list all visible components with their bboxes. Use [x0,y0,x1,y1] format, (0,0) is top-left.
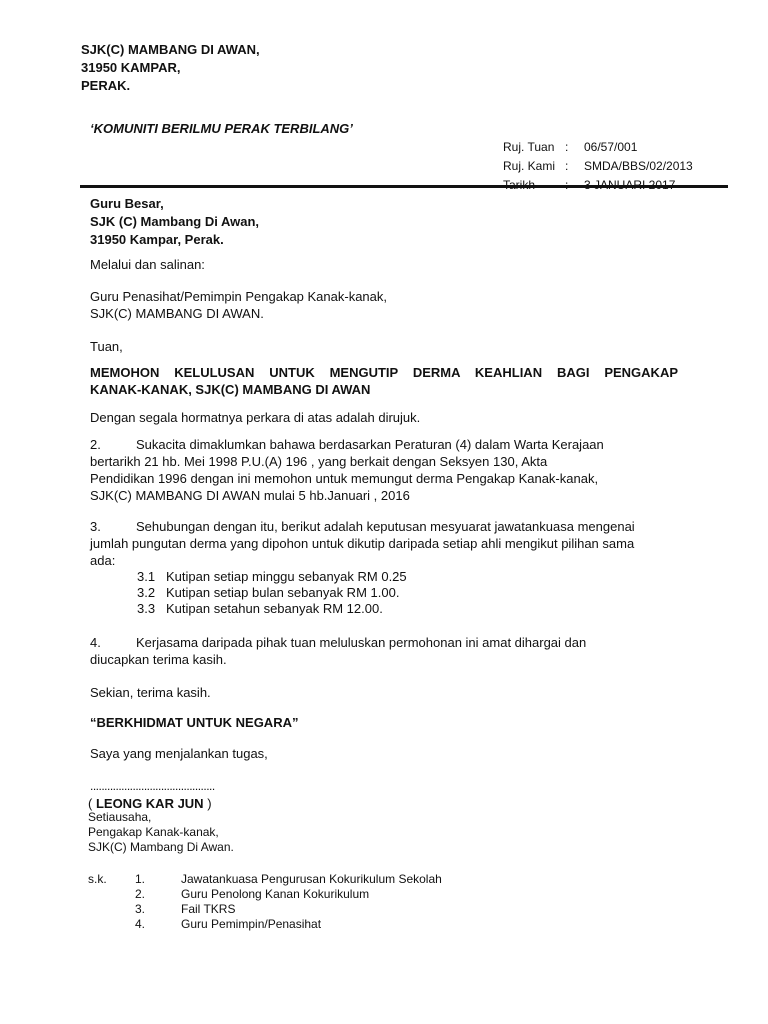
sender-address [81,41,260,95]
via-label: Melalui dan salinan: [90,257,205,272]
cc-item-text: Guru Penolong Kanan Kokurikulum [181,887,370,901]
reference-separator: : [565,159,569,173]
paragraph-number: 4. [90,635,101,650]
subject [90,364,678,398]
paragraph-4-line-2: diucapkan terima kasih. [90,652,227,667]
paragraph-3-line-3: ada: [90,553,116,568]
cc-item-number: 4. [135,917,146,931]
sender-line-1: SJK(C) MAMBANG DI AWAN, [81,42,260,57]
list-item [137,601,383,617]
recipient-line-3: 31950 Kampar, Perak. [90,232,224,247]
reference-value: 06/57/001 [584,140,638,154]
paragraph-4-line-1: Kerjasama daripada pihak tuan meluluskan permohonan ini amat dihargai dan [136,635,587,650]
paragraph-2-line-1: Sukacita dimaklumkan bahawa berdasarkan Peraturan (4) dalam Warta Kerajaan [136,437,604,452]
signatory-title-1: Setiausaha, [88,810,152,824]
signatory-open-paren: ( [88,796,96,811]
signatory-title [88,810,234,855]
sender-line-2: 31950 KAMPAR, [81,60,181,75]
reference-label: Ruj. Tuan [503,140,555,154]
reference-value: SMDA/BBS/02/2013 [584,159,693,173]
cc-item-text: Jawatankuasa Pengurusan Kokurikulum Sekolah [181,872,442,886]
cc-item-text: Fail TKRS [181,902,236,916]
cc-item-text: Guru Pemimpin/Penasihat [181,917,322,931]
closing: Sekian, terima kasih. [90,685,211,700]
signatory-title-2: Pengakap Kanak-kanak, [88,825,219,839]
recipient-line-1: Guru Besar, [90,196,164,211]
list-item [137,585,399,601]
via-line-2: SJK(C) MAMBANG DI AWAN. [90,306,264,321]
list-item-text: Kutipan setiap bulan sebanyak RM 1.00. [166,585,400,600]
salutation: Tuan, [90,339,123,354]
via-line-1: Guru Penasihat/Pemimpin Pengakap Kanak-kanak, [90,289,388,304]
reference-row [500,157,740,176]
cc-label: s.k. [88,872,107,886]
slogan: “BERKHIDMAT UNTUK NEGARA” [90,715,299,730]
reference-block [500,138,740,184]
paragraph-2-line-2: bertarikh 21 hb. Mei 1998 P.U.(A) 196 , yang berkait dengan Seksyen 130, Akta [90,454,548,469]
reference-row [500,138,740,157]
motto: ‘KOMUNITI BERILMU PERAK TERBILANG’ [90,121,353,136]
reference-label: Ruj. Kami [503,159,556,173]
recipient-line-2: SJK (C) Mambang Di Awan, [90,214,260,229]
via-address [90,288,387,322]
list-item-number: 3.1 [137,569,156,584]
sender-line-3: PERAK. [81,78,131,93]
paragraph-number: 3. [90,519,101,534]
paragraph-4 [90,634,690,668]
paragraph-3 [90,518,690,569]
cc-item-number: 2. [135,887,146,901]
cc-item-number: 3. [135,902,146,916]
paragraph-2-line-4: SJK(C) MAMBANG DI AWAN mulai 5 hb.Januari , 2016 [90,488,410,503]
subject-line-2: KANAK-KANAK, SJK(C) MAMBANG DI AWAN [90,382,371,397]
duty-line: Saya yang menjalankan tugas, [90,746,268,761]
intro-paragraph: Dengan segala hormatnya perkara di atas adalah dirujuk. [90,410,421,425]
list-item-number: 3.3 [137,601,156,616]
recipient-address [90,195,259,249]
paragraph-3-line-2: jumlah pungutan derma yang dipohon untuk dikutip daripada setiap ahli mengikut pilihan sama [90,536,635,551]
list-item-text: Kutipan setiap minggu sebanyak RM 0.25 [166,569,407,584]
reference-separator: : [565,140,569,154]
signatory-close-paren: ) [203,796,212,811]
paragraph-number: 2. [90,437,101,452]
paragraph-2 [90,436,690,504]
subject-line-1: MEMOHON KELULUSAN UNTUK MENGUTIP DERMA KEAHLIAN BAGI PENGAKAP [90,365,678,380]
paragraph-2-line-3: Pendidikan 1996 dengan ini memohon untuk memungut derma Pengakap Kanak-kanak, [90,471,599,486]
list-item-text: Kutipan setahun sebanyak RM 12.00. [166,601,383,616]
header-divider [80,185,728,188]
list-item [137,569,407,585]
cc-item-number: 1. [135,872,146,886]
signature-line: ............................................ [90,779,215,793]
signatory-title-3: SJK(C) Mambang Di Awan. [88,840,234,854]
list-item-number: 3.2 [137,585,156,600]
signatory-name-text: LEONG KAR JUN [95,796,204,811]
paragraph-3-line-1: Sehubungan dengan itu, berikut adalah keputusan mesyuarat jawatankuasa mengenai [136,519,635,534]
